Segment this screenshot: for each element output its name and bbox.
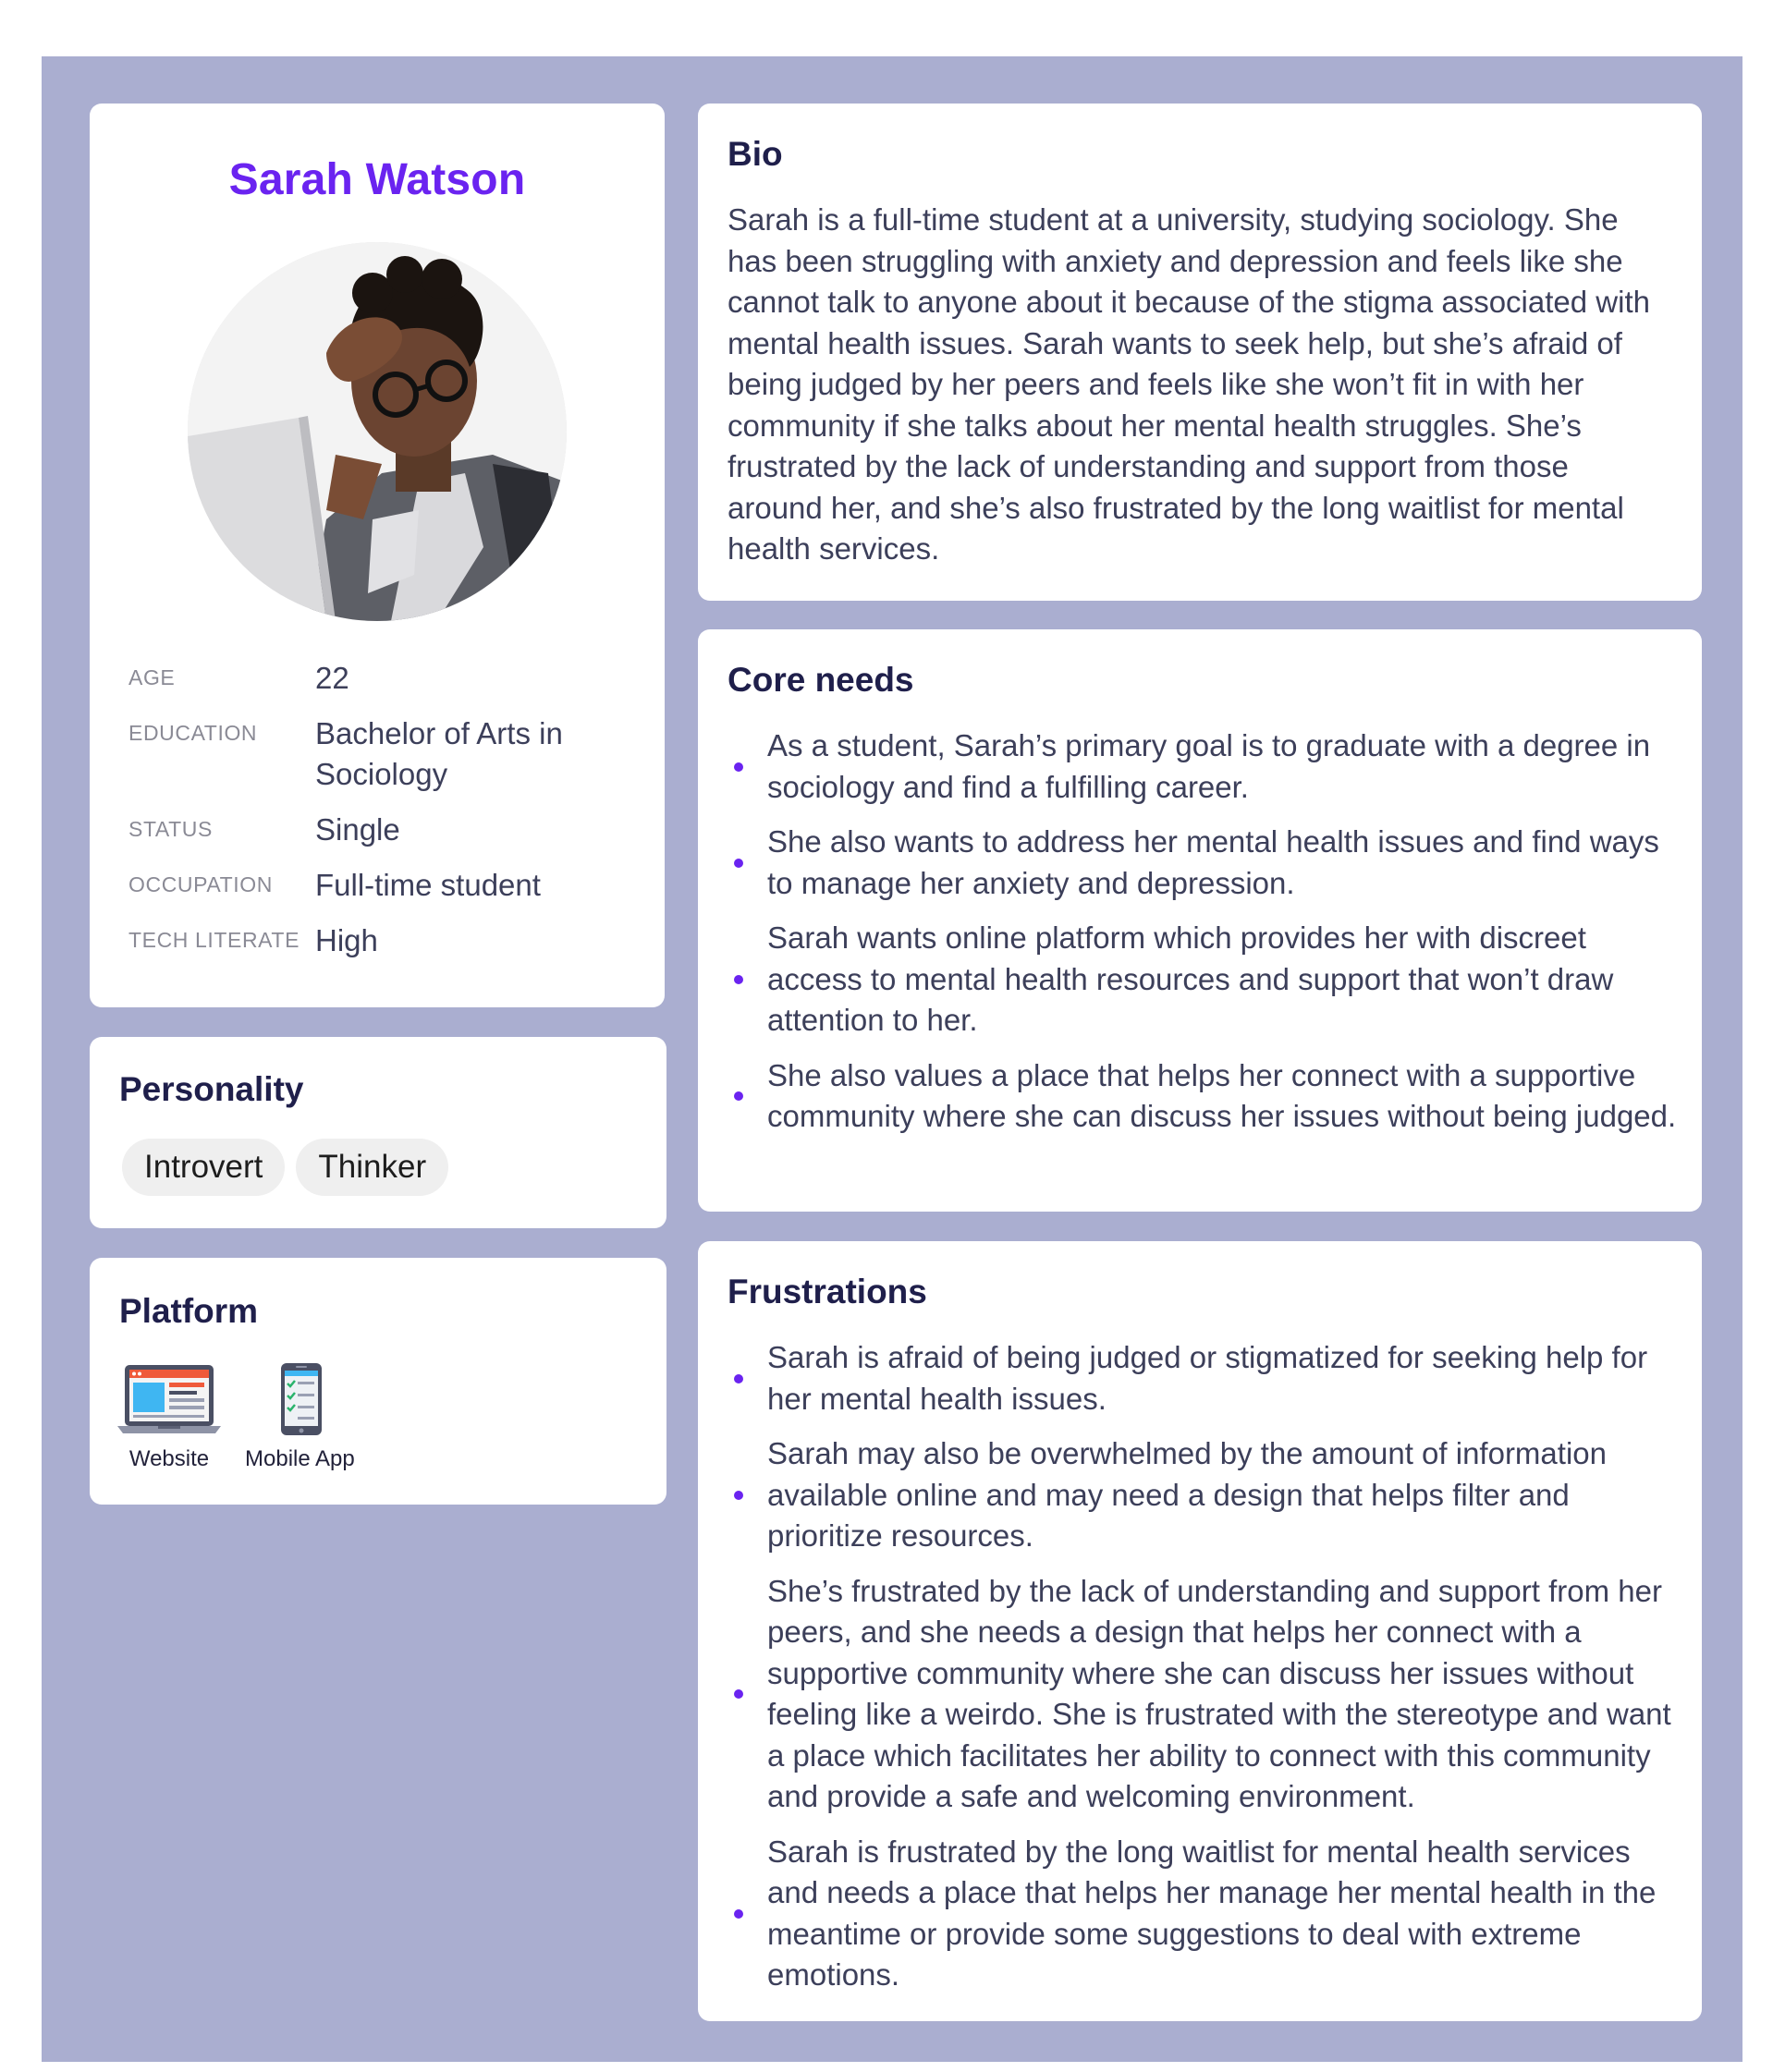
fact-value: Full-time student [315, 868, 541, 902]
list-item-text: She also values a place that helps her connect with a supportive community where she can discuss her issues without being judged. [767, 1057, 1677, 1133]
list-item-text: As a student, Sarah’s primary goal is to graduate with a degree in sociology and find a fulfilling career. [767, 728, 1651, 804]
trait-chip: Introvert [122, 1139, 285, 1196]
person-photo-icon [188, 242, 567, 621]
persona-facts [128, 658, 646, 976]
list-item [728, 1832, 1680, 1996]
frustrations-title: Frustrations [728, 1273, 927, 1310]
platform-label: Mobile App [245, 1446, 355, 1471]
bullet-dot-icon [734, 859, 743, 868]
list-item [728, 918, 1680, 1042]
fact-age [128, 658, 646, 699]
bullet-dot-icon [734, 1909, 743, 1919]
bullet-dot-icon [734, 762, 743, 772]
frustrations-list [728, 1337, 1680, 2010]
fact-value: Single [315, 812, 400, 847]
persona-name: Sarah Watson [228, 155, 526, 204]
laptop-icon [117, 1363, 221, 1437]
persona-board [42, 56, 1742, 2062]
bullet-dot-icon [734, 1374, 743, 1383]
core-needs-list [728, 725, 1680, 1152]
list-item [728, 1055, 1680, 1138]
bullet-dot-icon [734, 1491, 743, 1500]
platform-website [117, 1363, 221, 1472]
list-item-text: Sarah is frustrated by the long waitlist for mental health services and needs a place that helps her manage her mental health in the meantime or provide some suggestions to deal with extreme emotions. [767, 1834, 1657, 1992]
bullet-dot-icon [734, 1689, 743, 1699]
fact-tech-literate [128, 920, 646, 961]
fact-value: High [315, 923, 378, 957]
bullet-dot-icon [734, 975, 743, 984]
platform-card [90, 1258, 666, 1505]
platform-title: Platform [119, 1292, 259, 1330]
phone-icon [248, 1363, 351, 1437]
fact-value: 22 [315, 661, 349, 695]
trait-chip: Thinker [296, 1139, 448, 1196]
persona-photo [188, 242, 567, 621]
fact-occupation [128, 865, 646, 906]
fact-education [128, 713, 646, 795]
fact-key: STATUS [128, 817, 213, 841]
list-item-text: She’s frustrated by the lack of understanding and support from her peers, and she needs a design that helps her connect with a supportive community where she can discuss her issues without feeling like a weirdo. She is frustrated with the stereotype and want a place which facilitates her ability to connect with this community and provide a safe and welcoming environment. [767, 1573, 1671, 1813]
list-item [728, 1571, 1680, 1818]
fact-key: EDUCATION [128, 721, 258, 745]
personality-title: Personality [119, 1070, 304, 1108]
fact-key: TECH LITERATE [128, 928, 300, 952]
list-item [728, 822, 1680, 904]
core-needs-card [698, 629, 1702, 1212]
fact-key: AGE [128, 665, 176, 689]
personality-chips [122, 1139, 448, 1196]
platform-mobile-app [245, 1363, 355, 1472]
list-item [728, 1337, 1680, 1420]
list-item-text: She also wants to address her mental health issues and find ways to manage her anxiety and depression. [767, 824, 1659, 900]
list-item-text: Sarah is afraid of being judged or stigmatized for seeking help for her mental health issues. [767, 1340, 1648, 1416]
bio-title: Bio [728, 135, 783, 173]
profile-card [90, 104, 665, 1007]
core-needs-title: Core needs [728, 661, 914, 699]
fact-status [128, 810, 646, 850]
list-item [728, 725, 1680, 808]
bullet-dot-icon [734, 1091, 743, 1101]
list-item-text: Sarah wants online platform which provides her with discreet access to mental health resources and support that won’t draw attention to her. [767, 920, 1614, 1037]
bio-card [698, 104, 1702, 601]
platform-list [117, 1363, 355, 1472]
list-item-text: Sarah may also be overwhelmed by the amount of information available online and may need a design that helps filter and prioritize resources. [767, 1436, 1607, 1553]
platform-label: Website [128, 1446, 210, 1471]
list-item [728, 1433, 1680, 1557]
frustrations-card [698, 1241, 1702, 2021]
bio-text: Sarah is a full-time student at a university, studying sociology. She has been struggling with anxiety and depression and feels like she cannot talk to anyone about it because of the stigma associated with mental health issues. Sarah wants to seek help, but she’s afraid of being judged by her peers and feels like she won’t fit in with her community if she talks about her mental health struggles. She’s frustrated by the lack of understanding and support from those around her, and she’s also frustrated by the long waitlist for mental health services. [728, 202, 1650, 566]
personality-card [90, 1037, 666, 1228]
fact-value: Bachelor of Arts in Sociology [315, 716, 563, 791]
fact-key: OCCUPATION [128, 872, 273, 896]
